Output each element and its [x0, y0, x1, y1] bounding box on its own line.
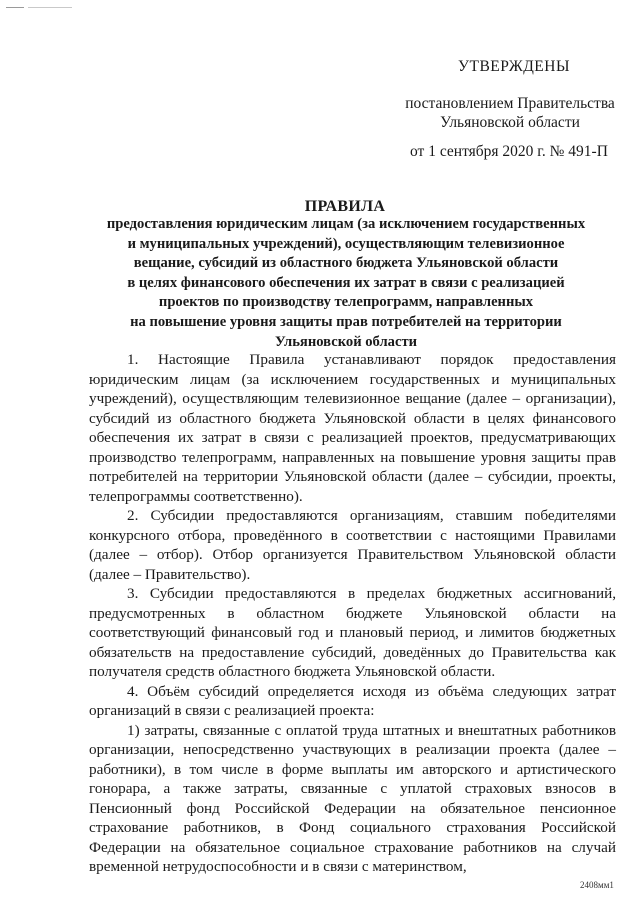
- paragraph-1: 1. Настоящие Правила устанавливают порядок предоставления юридическим лицам (за исключением государственных и муниципальных учреждений), осуществляющим телевизионное вещание (далее – организации), субсидий из областного бюджета Ульяновской области в целях финансового обеспечения их затрат в связи с реализацией проектов, предусматривающих производство телепрограмм, направленных на повышение уровня защиты прав потребителей на территории Ульяновской области (далее – субсидии, проекты, телепрограммы соответственно).: [89, 351, 616, 505]
- decree-line: Ульяновской области: [440, 114, 580, 131]
- document-body: [89, 350, 616, 877]
- subtitle-line: на повышение уровня защиты прав потребителей на территории: [130, 313, 562, 330]
- paragraph-3: 3. Субсидии предоставляются в пределах бюджетных ассигнований, предусмотренных в областном бюджете Ульяновской области на соответствующий финансовый год и плановый период, и лимитов бюджетных обязательств на предоставление субсидий, доведённых до Правительства как получателя средств областного бюджета Ульяновской области.: [89, 585, 616, 680]
- document-title: ПРАВИЛА: [304, 198, 386, 215]
- approval-stamp-heading: УТВЕРЖДЕНЫ: [458, 58, 570, 75]
- subtitle-line: Ульяновской области: [274, 333, 418, 350]
- scan-corner-mark: [6, 6, 72, 12]
- subtitle-line: предоставления юридическим лицам (за исключением государственных: [106, 216, 586, 232]
- paragraph-4-item-1: 1) затраты, связанные с оплатой труда штатных и внештатных работников организации, непосредственно участвующих в реализации проекта (далее – работники), в том числе в форме выплаты им авторского и артистического гонорара, а также затраты, связанные с уплатой страховых взносов в Пенсионный фонд Российской Федерации на обязательное пенсионное страхование работников, в Фонд социального страхования Российской Федерации на обязательное социальное страхование работников на случай временной нетрудоспособности и в связи с материнством,: [89, 721, 616, 875]
- subtitle-line: в целях финансового обеспечения их затрат в связи с реализацией: [127, 274, 565, 291]
- subtitle-line: вещание, субсидий из областного бюджета Ульяновской области: [133, 255, 559, 272]
- decree-line: постановлением Правительства: [405, 95, 615, 112]
- paragraph-4: 4. Объём субсидий определяется исходя из объёма следующих затрат организаций в связи с реализацией проекта:: [89, 682, 616, 719]
- decree-date: от 1 сентября 2020 г. № 491-П: [410, 143, 608, 160]
- decree-reference: [404, 94, 616, 132]
- paragraph-2: 2. Субсидии предоставляются организациям, ставшим победителями конкурсного отбора, проведённого в соответствии с настоящими Правилами (далее – отбор). Отбор организуется Правительством Ульяновской области (далее – Правительство).: [89, 507, 616, 583]
- document-subtitle: [66, 215, 626, 352]
- footer-document-code: 2408мм1: [580, 880, 614, 890]
- subtitle-line: и муниципальных учреждений), осуществляющим телевизионное: [127, 235, 565, 252]
- subtitle-line: проектов по производству телепрограмм, направленных: [158, 294, 534, 311]
